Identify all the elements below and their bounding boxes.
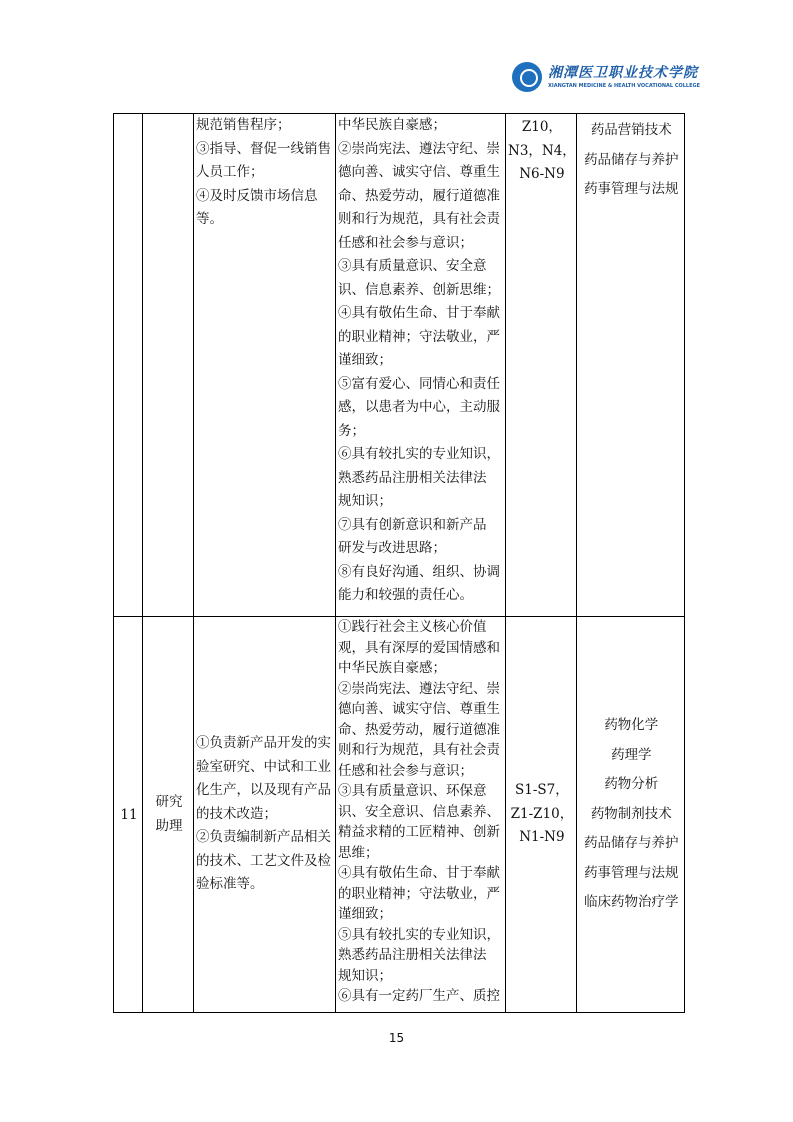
- position-cell: [143, 617, 194, 1013]
- codes-line: N6-N9: [519, 166, 565, 182]
- tasks-line: 的技术改造；: [196, 805, 277, 822]
- codes-line: Z1-Z10，: [510, 805, 574, 822]
- courses-line: 药物制剂技术: [590, 805, 672, 822]
- qualities-cell: [336, 617, 506, 1013]
- qualities-line: ③具有质量意识、安全意: [338, 258, 487, 274]
- codes-line: N3，N4，: [508, 142, 576, 159]
- tasks-line: ③指导、督促一线销售: [196, 140, 331, 157]
- qualities-line: ②崇尚宪法、遵法守纪、崇: [338, 140, 500, 157]
- qualities-line: ⑦具有创新意识和新产品: [338, 516, 487, 533]
- qualities-line: 中华民族自豪感；: [338, 660, 446, 676]
- qualities-line: ①践行社会主义核心价值: [338, 619, 487, 635]
- codes-line: Z10，: [521, 119, 562, 135]
- tasks-line: ①负责新产品开发的实: [196, 735, 331, 752]
- qualities-line: 德向善、诚实守信、尊重生: [338, 164, 500, 180]
- tasks-cell: [194, 114, 336, 617]
- qualities-line: ②崇尚宪法、遵法守纪、崇: [338, 680, 500, 697]
- tasks-line: ②负责编制新产品相关: [196, 829, 331, 846]
- qualities-line: 则和行为规范，具有社会责: [338, 211, 500, 227]
- qualities-line: 任感和社会参与意识；: [338, 762, 473, 779]
- tasks-line: ④及时反馈市场信息: [196, 187, 318, 204]
- table-row: [114, 114, 685, 617]
- table-row: [114, 617, 685, 1013]
- qualities-line: 感，以患者为中心，主动服: [338, 399, 500, 415]
- courses-line: 药品储存与养护: [584, 151, 679, 168]
- logo-chinese-name: 湘潭医卫职业技术学院: [548, 65, 698, 81]
- courses-cell: [576, 114, 684, 617]
- qualities-line: 的职业精神；守法敬业，严: [338, 328, 500, 345]
- qualities-line: 的职业精神；守法敬业，严: [338, 885, 500, 902]
- qualities-line: 研发与改进思路；: [338, 540, 446, 556]
- qualities-line: 能力和较强的责任心。: [338, 587, 473, 603]
- position-cell: [143, 114, 194, 617]
- qualities-line: ⑤具有较扎实的专业知识，: [338, 926, 500, 943]
- qualities-line: ⑧有良好沟通、组织、协调: [338, 563, 500, 580]
- codes-cell: [506, 114, 577, 617]
- codes-line: N1-N9: [519, 829, 565, 846]
- qualities-line: 熟悉药品注册相关法律法: [338, 469, 487, 486]
- courses-line: 药物分析: [604, 776, 659, 793]
- college-seal-icon: [512, 62, 542, 92]
- qualities-line: 规知识；: [338, 967, 392, 984]
- qualities-line: 命、热爱劳动，履行道德准: [338, 721, 500, 738]
- qualities-line: ⑥具有较扎实的专业知识，: [338, 446, 500, 462]
- qualities-line: ⑥具有一定药厂生产、质控: [338, 988, 500, 1004]
- tasks-line: 人员工作；: [196, 164, 264, 180]
- tasks-line: 化生产，以及现有产品: [196, 782, 331, 799]
- row-number-cell: [114, 114, 143, 617]
- qualities-line: 识、安全意识、信息素养、: [338, 803, 500, 820]
- qualities-line: 熟悉药品注册相关法律法: [338, 947, 487, 963]
- courses-line: 药物化学: [604, 717, 659, 734]
- logo-english-name: XIANGTAN MEDICINE & HEALTH VOCATIONAL COLLEGE: [548, 83, 701, 89]
- courses-line: 药事管理与法规: [584, 864, 679, 881]
- job-competency-table: [113, 113, 685, 1013]
- tasks-line: 验标准等。: [196, 876, 264, 893]
- courses-line: 药理学: [611, 746, 652, 763]
- qualities-line: 中华民族自豪感；: [338, 117, 446, 133]
- qualities-line: 精益求精的工匠精神、创新: [338, 824, 500, 840]
- codes-line: S1-S7，: [515, 782, 569, 799]
- qualities-line: 谨细致；: [338, 352, 392, 368]
- tasks-line: 规范销售程序；: [196, 117, 291, 133]
- page-number: 15: [388, 1031, 405, 1045]
- qualities-line: ③具有质量意识、环保意: [338, 783, 487, 799]
- courses-line: 临床药物治疗学: [584, 894, 679, 911]
- qualities-cell: [336, 114, 506, 617]
- codes-cell: [506, 617, 577, 1013]
- qualities-line: ④具有敬佑生命、甘于奉献: [338, 305, 500, 321]
- qualities-line: 命、热爱劳动，履行道德准: [338, 187, 500, 204]
- courses-line: 药事管理与法规: [584, 181, 679, 197]
- qualities-line: ⑤富有爱心、同情心和责任: [338, 375, 500, 392]
- courses-line: 药品储存与养护: [584, 835, 679, 852]
- position-line: 研究: [155, 794, 183, 810]
- position-line: 助理: [155, 817, 183, 834]
- tasks-line: 的技术、工艺文件及检: [196, 852, 331, 869]
- courses-line: 药品营销技术: [590, 122, 672, 138]
- college-logo: [512, 62, 700, 92]
- tasks-cell: [194, 617, 336, 1013]
- qualities-line: 任感和社会参与意识；: [338, 234, 473, 251]
- qualities-line: 识、信息素养、创新思维；: [338, 281, 500, 298]
- qualities-line: 规知识；: [338, 493, 392, 509]
- qualities-line: 则和行为规范，具有社会责: [338, 742, 500, 758]
- qualities-line: ④具有敬佑生命、甘于奉献: [338, 865, 500, 881]
- row-number: 11: [120, 806, 138, 823]
- qualities-line: 思维；: [338, 844, 379, 861]
- qualities-line: 观，具有深厚的爱国情感和: [338, 639, 500, 656]
- courses-cell: [576, 617, 684, 1013]
- row-number-cell: [114, 617, 143, 1013]
- qualities-line: 德向善、诚实守信、尊重生: [338, 701, 500, 717]
- qualities-line: 务；: [338, 422, 365, 439]
- qualities-line: 谨细致；: [338, 906, 392, 922]
- tasks-line: 验室研究、中试和工业: [196, 758, 331, 775]
- tasks-line: 等。: [196, 211, 223, 227]
